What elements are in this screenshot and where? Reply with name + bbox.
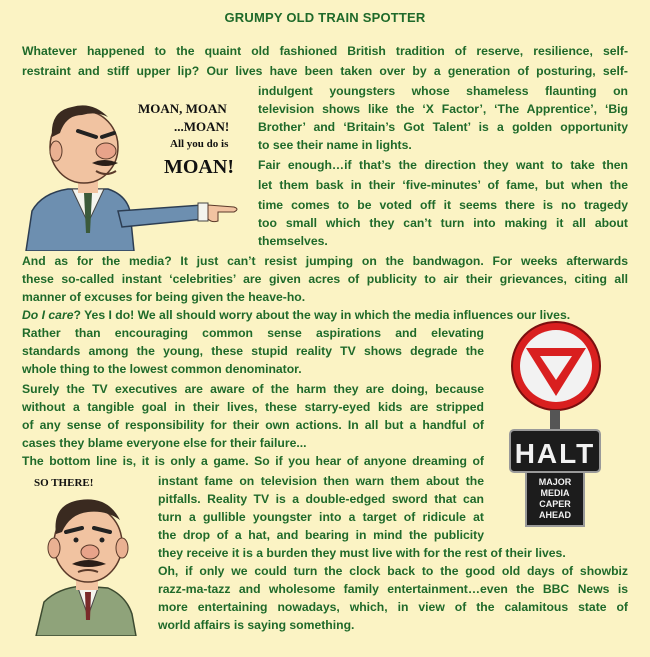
sign-text: HALT xyxy=(514,438,596,469)
text-line: instant fame on television then warn them about the xyxy=(158,474,484,488)
emphasis-text: Do I care xyxy=(22,308,74,322)
text-line: Brother’ and ‘Britain’s Got Talent’ is a golden opportunity xyxy=(258,120,628,134)
so-there-cartoon xyxy=(22,470,154,636)
text-line: let them bask in their ‘five-minutes’ of fame, but when the xyxy=(258,178,628,192)
text-line: they receive it is a burden they must live with for the rest of their lives. xyxy=(158,546,566,560)
text-line: without a tangible goal in their lives, these starry-eyed kids are stripped xyxy=(22,400,484,414)
text-line: Rather than encouraging common sense aspirations and elevating xyxy=(22,326,484,340)
text-line: themselves. xyxy=(258,234,328,248)
text-line: whole thing to the lowest common denominator. xyxy=(22,362,302,376)
text-line: standards among the young, these stupid reality TV shows degrade the xyxy=(22,344,484,358)
text-line: pitfalls. Reality TV is a double-edged sword that can xyxy=(158,492,484,506)
grumpy-man-cartoon xyxy=(22,93,244,251)
speech-text: MOAN! xyxy=(164,156,234,178)
text-line: of any sense of responsibility for their own actions. In all but a handful of xyxy=(22,418,484,432)
text-line: world affairs is saying something. xyxy=(158,618,355,632)
sign-text: AHEAD xyxy=(538,510,572,520)
text-line: turn a gullible youngster into a target of ridicule at xyxy=(158,510,484,524)
text-line: these so-called instant ‘celebrities’ are given acres of publicity to air their grievances, citing all xyxy=(22,272,628,286)
text-line: And as for the media? It just can’t resist jumping on the bandwagon. For weeks afterwards xyxy=(22,254,628,268)
text-line: too small which they can’t turn into making it all about xyxy=(258,216,628,230)
text-line: television shows like the ‘X Factor’, ‘The Apprentice’, ‘Big xyxy=(258,102,628,116)
halt-sign-illustration xyxy=(504,318,604,528)
text-line: manner of excuses for being given the heave-ho. xyxy=(22,290,306,304)
text-line: cases they blame everyone else for their failure... xyxy=(22,436,307,450)
speech-text: MOAN, MOAN xyxy=(138,101,227,116)
text-line: restraint and stiff upper lip? Our lives have been taken over by a generation of posturing, self- xyxy=(22,64,628,78)
text-line: time comes to be voted off it seems there is no tragedy xyxy=(258,198,628,212)
speech-text: ...MOAN! xyxy=(174,119,230,134)
text-line: Oh, if only we could turn the clock back to the good old days of showbiz xyxy=(158,564,628,578)
text-line: Fair enough…if that’s the direction they want to take then xyxy=(258,158,628,172)
text-line: The bottom line is, it is only a game. So if you hear of anyone dreaming of xyxy=(22,454,484,468)
text-line: the drop of a hat, and bearing in mind the publicity xyxy=(158,528,484,542)
speech-text: SO THERE! xyxy=(34,477,94,489)
text-line: Whatever happened to the quaint old fashioned British tradition of reserve, resilience, self- xyxy=(22,44,628,58)
text-line: razz-ma-tazz and wholesome family entertainment…even the BBC News is xyxy=(158,582,628,596)
text-line: Surely the TV executives are aware of the harm they are doing, because xyxy=(22,382,484,396)
text-line: to see their name in lights. xyxy=(258,138,412,152)
sign-text: MAJOR xyxy=(538,477,572,487)
text-line: indulgent youngsters whose shameless flaunting on xyxy=(258,84,628,98)
sign-text: CAPER xyxy=(539,499,571,509)
text-span: ? Yes I do! We all should worry about the way in which the media influences our lives. xyxy=(73,308,571,322)
text-line: more entertaining nowadays, which, in view of the calamitous state of xyxy=(158,600,628,614)
sign-text: MEDIA xyxy=(540,488,570,498)
page-title: GRUMPY OLD TRAIN SPOTTER xyxy=(224,10,426,25)
speech-text: All you do is xyxy=(170,138,229,150)
